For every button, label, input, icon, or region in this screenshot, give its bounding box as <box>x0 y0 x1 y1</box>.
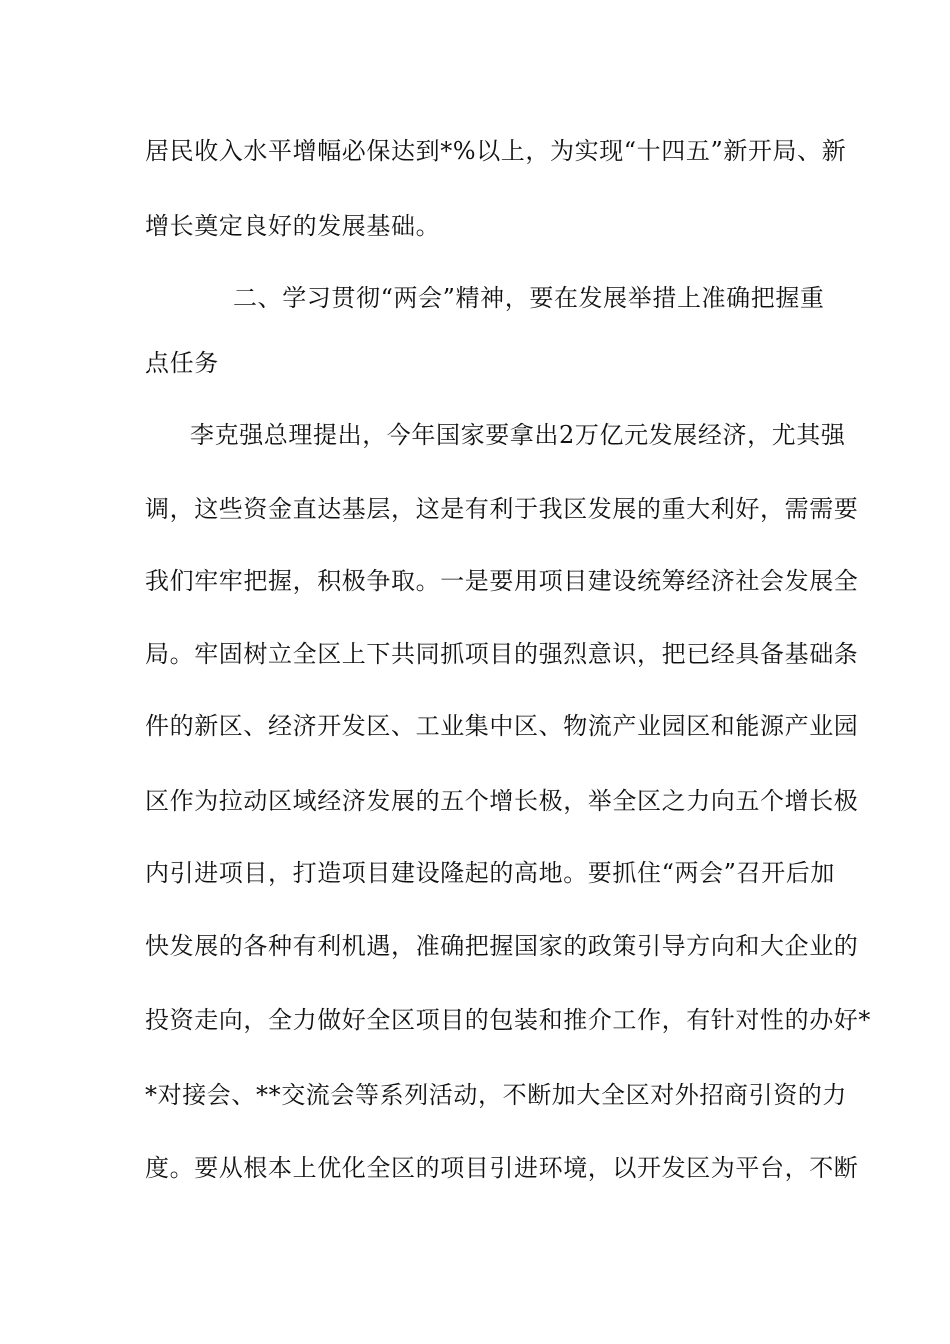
text-line: 居民收入水平增幅必保达到*%以上，为实现“十四五”新开局、新 <box>145 137 847 165</box>
text-line: 局。牢固树立全区上下共同抓项目的强烈意识，把已经具备基础条 <box>145 640 859 668</box>
text-line: 快发展的各种有利机遇，准确把握国家的政策引导方向和大企业的 <box>145 932 859 960</box>
text-line: 我们牢牢把握，积极争取。一是要用项目建设统筹经济社会发展全 <box>145 567 859 595</box>
text-line: 增长奠定良好的发展基础。 <box>145 212 441 240</box>
text-line: 件的新区、经济开发区、工业集中区、物流产业园区和能源产业园 <box>145 712 859 740</box>
text-line: 度。要从根本上优化全区的项目引进环境，以开发区为平台，不断 <box>145 1154 859 1182</box>
paragraph-first-line: 李克强总理提出，今年国家要拿出2万亿元发展经济，尤其强 <box>190 421 846 449</box>
text-line: 投资走向，全力做好全区项目的包装和推介工作，有针对性的办好* <box>145 1006 871 1034</box>
section-heading: 二、学习贯彻“两会”精神，要在发展举措上准确把握重 <box>233 284 825 312</box>
section-heading-continuation: 点任务 <box>145 349 219 377</box>
text-line: *对接会、**交流会等系列活动，不断加大全区对外招商引资的力 <box>145 1081 847 1109</box>
text-line: 内引进项目，打造项目建设隆起的高地。要抓住“两会”召开后加 <box>145 859 835 887</box>
text-line: 调，这些资金直达基层，这是有利于我区发展的重大利好，需需要 <box>145 495 859 523</box>
text-line: 区作为拉动区域经济发展的五个增长极，举全区之力向五个增长极 <box>145 787 859 815</box>
